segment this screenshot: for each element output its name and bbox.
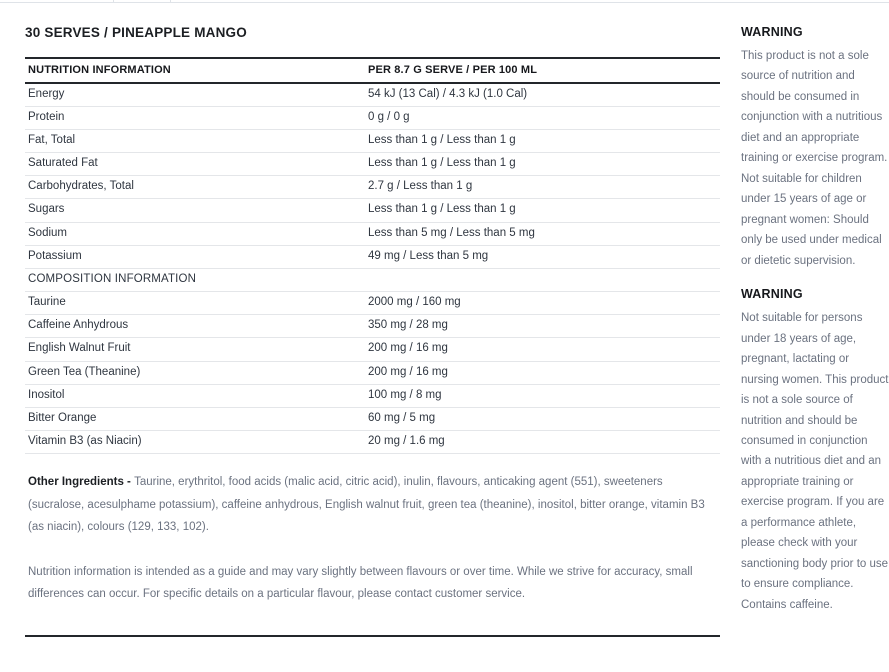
row-label: Vitamin B3 (as Niacin) <box>25 431 365 454</box>
table-row <box>25 384 720 407</box>
table-header-row <box>25 58 720 83</box>
tab-panel-edges <box>0 0 889 14</box>
table-header <box>25 58 720 83</box>
tab-panel-edge-right <box>170 0 889 3</box>
row-label: Fat, Total <box>25 129 365 152</box>
row-label: Potassium <box>25 245 365 268</box>
row-value: Less than 5 mg / Less than 5 mg <box>365 222 720 245</box>
other-ingredients-label: Other Ingredients - <box>28 476 135 489</box>
row-value: 54 kJ (13 Cal) / 4.3 kJ (1.0 Cal) <box>365 83 720 107</box>
row-value: 2.7 g / Less than 1 g <box>365 176 720 199</box>
row-value: 49 mg / Less than 5 mg <box>365 245 720 268</box>
row-label: Carbohydrates, Total <box>25 176 365 199</box>
row-value: 2000 mg / 160 mg <box>365 292 720 315</box>
table-row <box>25 292 720 315</box>
main-content-column <box>0 14 741 637</box>
nutrition-information-table <box>25 57 720 454</box>
row-label: Caffeine Anhydrous <box>25 315 365 338</box>
row-value: Less than 1 g / Less than 1 g <box>365 129 720 152</box>
row-value: 0 g / 0 g <box>365 106 720 129</box>
column-header-nutrient: NUTRITION INFORMATION <box>25 58 365 83</box>
tab-panel-edge-middle <box>113 0 171 3</box>
row-value: 20 mg / 1.6 mg <box>365 431 720 454</box>
row-value: 200 mg / 16 mg <box>365 338 720 361</box>
other-ingredients-paragraph <box>28 471 718 538</box>
table-row <box>25 315 720 338</box>
page-title: 30 SERVES / PINEAPPLE MANGO <box>25 25 247 40</box>
nutrition-rows <box>25 83 720 454</box>
row-value: 60 mg / 5 mg <box>365 407 720 430</box>
other-ingredients-text: Taurine, erythritol, food acids (malic acid, citric acid), inulin, flavours, anticaking agent (551), sweeteners (sucralose, acesulphame potassium), caffeine anhydrous, English walnut fruit, green tea (theanine), inositol, bitter orange, vitamin B3 (as niacin), colours (129, 133, 102). <box>28 476 705 534</box>
table-row <box>25 338 720 361</box>
table-row <box>25 153 720 176</box>
row-label: Green Tea (Theanine) <box>25 361 365 384</box>
section-heading-row <box>25 268 720 291</box>
row-label: Sodium <box>25 222 365 245</box>
warning-block <box>741 287 889 615</box>
bottom-divider <box>25 635 720 637</box>
row-label: Taurine <box>25 292 365 315</box>
table-row <box>25 245 720 268</box>
row-label: Inositol <box>25 384 365 407</box>
row-value: 100 mg / 8 mg <box>365 384 720 407</box>
table-row <box>25 407 720 430</box>
row-value: 200 mg / 16 mg <box>365 361 720 384</box>
warning-body: Not suitable for persons under 18 years of age, pregnant, lactating or nursing women. This product is not a sole source of nutrition and should be consumed in conjunction with a nutritious diet and an appropriate training or exercise program. If you are a performance athlete, please check with your sanctioning body prior to use to ensure compliance. Contains caffeine. <box>741 312 889 611</box>
nutrition-panel <box>0 14 889 672</box>
row-value: Less than 1 g / Less than 1 g <box>365 153 720 176</box>
row-value: Less than 1 g / Less than 1 g <box>365 199 720 222</box>
table-row <box>25 361 720 384</box>
row-label: Bitter Orange <box>25 407 365 430</box>
disclaimer-paragraph: Nutrition information is intended as a guide and may vary slightly between flavours or over time. While we strive for accuracy, small differences can occur. For specific details on a particular flavour, please contact customer service. <box>28 565 693 600</box>
warning-block <box>741 25 889 271</box>
row-label: Sugars <box>25 199 365 222</box>
warning-heading: WARNING <box>741 25 803 39</box>
warning-body: This product is not a sole source of nutrition and should be consumed in conjunction with a nutritious diet and an appropriate training or exercise program. Not suitable for children under 15 years of age or pregnant women: Should only be used under medical or dietetic supervision. <box>741 50 888 267</box>
table-row <box>25 199 720 222</box>
row-label: Saturated Fat <box>25 153 365 176</box>
table-row <box>25 431 720 454</box>
row-label: English Walnut Fruit <box>25 338 365 361</box>
table-row <box>25 176 720 199</box>
row-value: 350 mg / 28 mg <box>365 315 720 338</box>
table-row <box>25 106 720 129</box>
row-label: Energy <box>25 83 365 107</box>
warnings-column <box>741 14 889 631</box>
row-label: Protein <box>25 106 365 129</box>
table-row <box>25 83 720 107</box>
warning-heading: WARNING <box>741 287 803 302</box>
table-row <box>25 222 720 245</box>
tab-panel-edge-left <box>0 0 114 3</box>
column-header-amount: PER 8.7 G SERVE / PER 100 ML <box>365 58 720 83</box>
section-heading-composition: COMPOSITION INFORMATION <box>25 268 720 291</box>
table-row <box>25 129 720 152</box>
